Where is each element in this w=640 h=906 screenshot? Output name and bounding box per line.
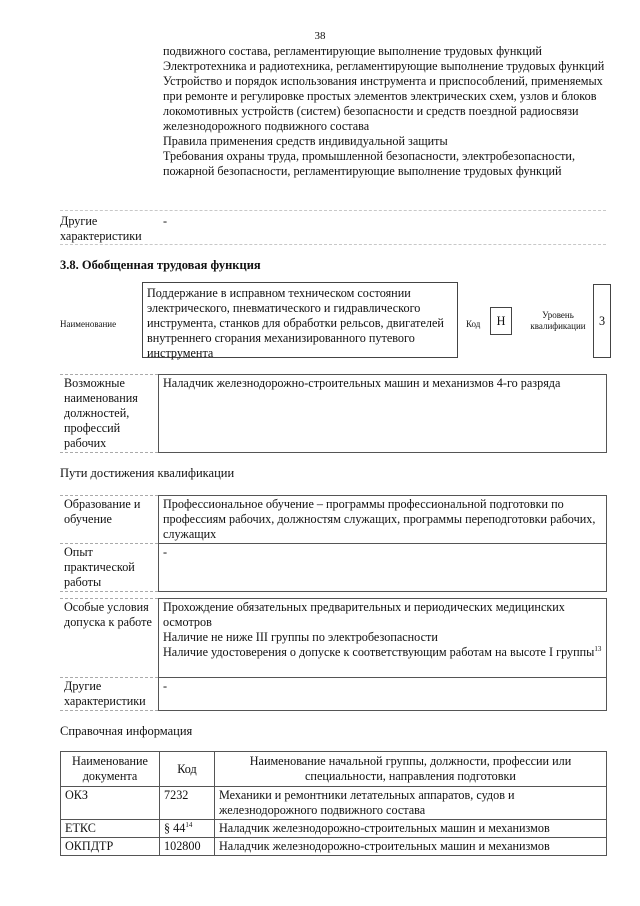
other-characteristics-value: - [163, 214, 168, 228]
experience-label: Опыт практической работы [60, 544, 159, 592]
positions-label: Возможные наименования должностей, профессий рабочих [60, 375, 159, 453]
conditions-table [60, 598, 607, 711]
row-code [160, 787, 215, 820]
table-row [60, 599, 607, 678]
row-name: Наладчик железнодорожно-строительных машин и механизмов [215, 838, 607, 856]
table-row [61, 787, 607, 820]
code-text: § 44 [164, 821, 186, 835]
page-number: 38 [314, 30, 326, 42]
table-row [61, 820, 607, 838]
gtf-code-label: Код [466, 319, 481, 329]
row-name: Механики и ремонтники летательных аппаратов, судов и железнодорожного подвижного состава [215, 787, 607, 820]
knowledge-item: Требования охраны труда, промышленной безопасности, электробезопасности, пожарной безопасности, регламентирующие выполнение трудовых функций [163, 149, 575, 178]
condition-text: Наличие удостоверения о допуске к соответствующим работам на высоте I группы [163, 645, 595, 659]
condition-item [163, 645, 602, 660]
condition-item: Прохождение обязательных предварительных и периодических медицинских осмотров [163, 600, 565, 629]
other-characteristics-value: - [159, 678, 607, 711]
positions-value: Наладчик железнодорожно-строительных машин и механизмов 4-го разряда [159, 375, 607, 453]
gtf-level-value: 3 [593, 284, 611, 358]
knowledge-item: подвижного состава, регламентирующие выполнение трудовых функций [163, 44, 542, 58]
footnote-ref: 14 [185, 820, 193, 829]
row-doc: ОКПДТР [61, 838, 160, 856]
table-row [61, 838, 607, 856]
knowledge-list [163, 44, 606, 179]
gtf-level-label: Уровень квалификации [530, 310, 586, 331]
reference-table [60, 751, 607, 856]
education-value: Профессиональное обучение – программы профессиональной подготовки по профессиям рабочих, должностям служащих, программы переподготовки рабочих, служащих [159, 496, 607, 544]
table-row [60, 496, 607, 544]
knowledge-item: Правила применения средств индивидуальной защиты [163, 134, 448, 148]
experience-value: - [159, 544, 607, 592]
condition-item: Наличие не ниже III группы по электробезопасности [163, 630, 438, 644]
conditions-value [159, 599, 607, 678]
code-text: 7232 [164, 788, 189, 802]
header-doc: Наименование документа [61, 752, 160, 787]
row-name: Наладчик железнодорожно-строительных машин и механизмов [215, 820, 607, 838]
table-row [60, 678, 607, 711]
gtf-name-value: Поддержание в исправном техническом состоянии электрического, пневматического и гидравлического инструмента, станков для обработки рельсов, двигателей внутреннего сгорания механизированного путевого инструмента [142, 282, 458, 358]
row-code [160, 838, 215, 856]
row-code [160, 820, 215, 838]
footnote-ref: 13 [594, 644, 602, 653]
reference-title: Справочная информация [60, 724, 193, 738]
knowledge-item: Устройство и порядок использования инструмента и приспособлений, применяемых при ремонте и регулировке простых элементов электрических схем, узлов и блоков локомотивных устройств (систем) безопасности и средств поездной радиосвязи железнодорожного подвижного состава [163, 74, 603, 133]
other-characteristics-label: Другие характеристики [60, 678, 159, 711]
header-name: Наименование начальной группы, должности, профессии или специальности, направления подготовки [215, 752, 607, 787]
other-characteristics-label: Другие характеристики [60, 214, 142, 243]
positions-table [60, 374, 607, 453]
table-row [60, 544, 607, 592]
knowledge-item: Электротехника и радиотехника, регламентирующие выполнение трудовых функций [163, 59, 605, 73]
gtf-header [60, 282, 615, 362]
section-title: 3.8. Обобщенная трудовая функция [60, 258, 261, 272]
divider [60, 210, 606, 211]
row-doc: ЕТКС [61, 820, 160, 838]
table-header-row [61, 752, 607, 787]
conditions-label: Особые условия допуска к работе [60, 599, 159, 678]
table-row [60, 375, 607, 453]
education-label: Образование и обучение [60, 496, 159, 544]
education-table [60, 495, 607, 592]
code-text: 102800 [164, 839, 201, 853]
header-code: Код [160, 752, 215, 787]
divider [60, 244, 606, 245]
gtf-code-value: H [490, 307, 512, 335]
row-doc: ОКЗ [61, 787, 160, 820]
gtf-name-label: Наименование [60, 319, 117, 329]
qualification-paths-title: Пути достижения квалификации [60, 466, 235, 480]
